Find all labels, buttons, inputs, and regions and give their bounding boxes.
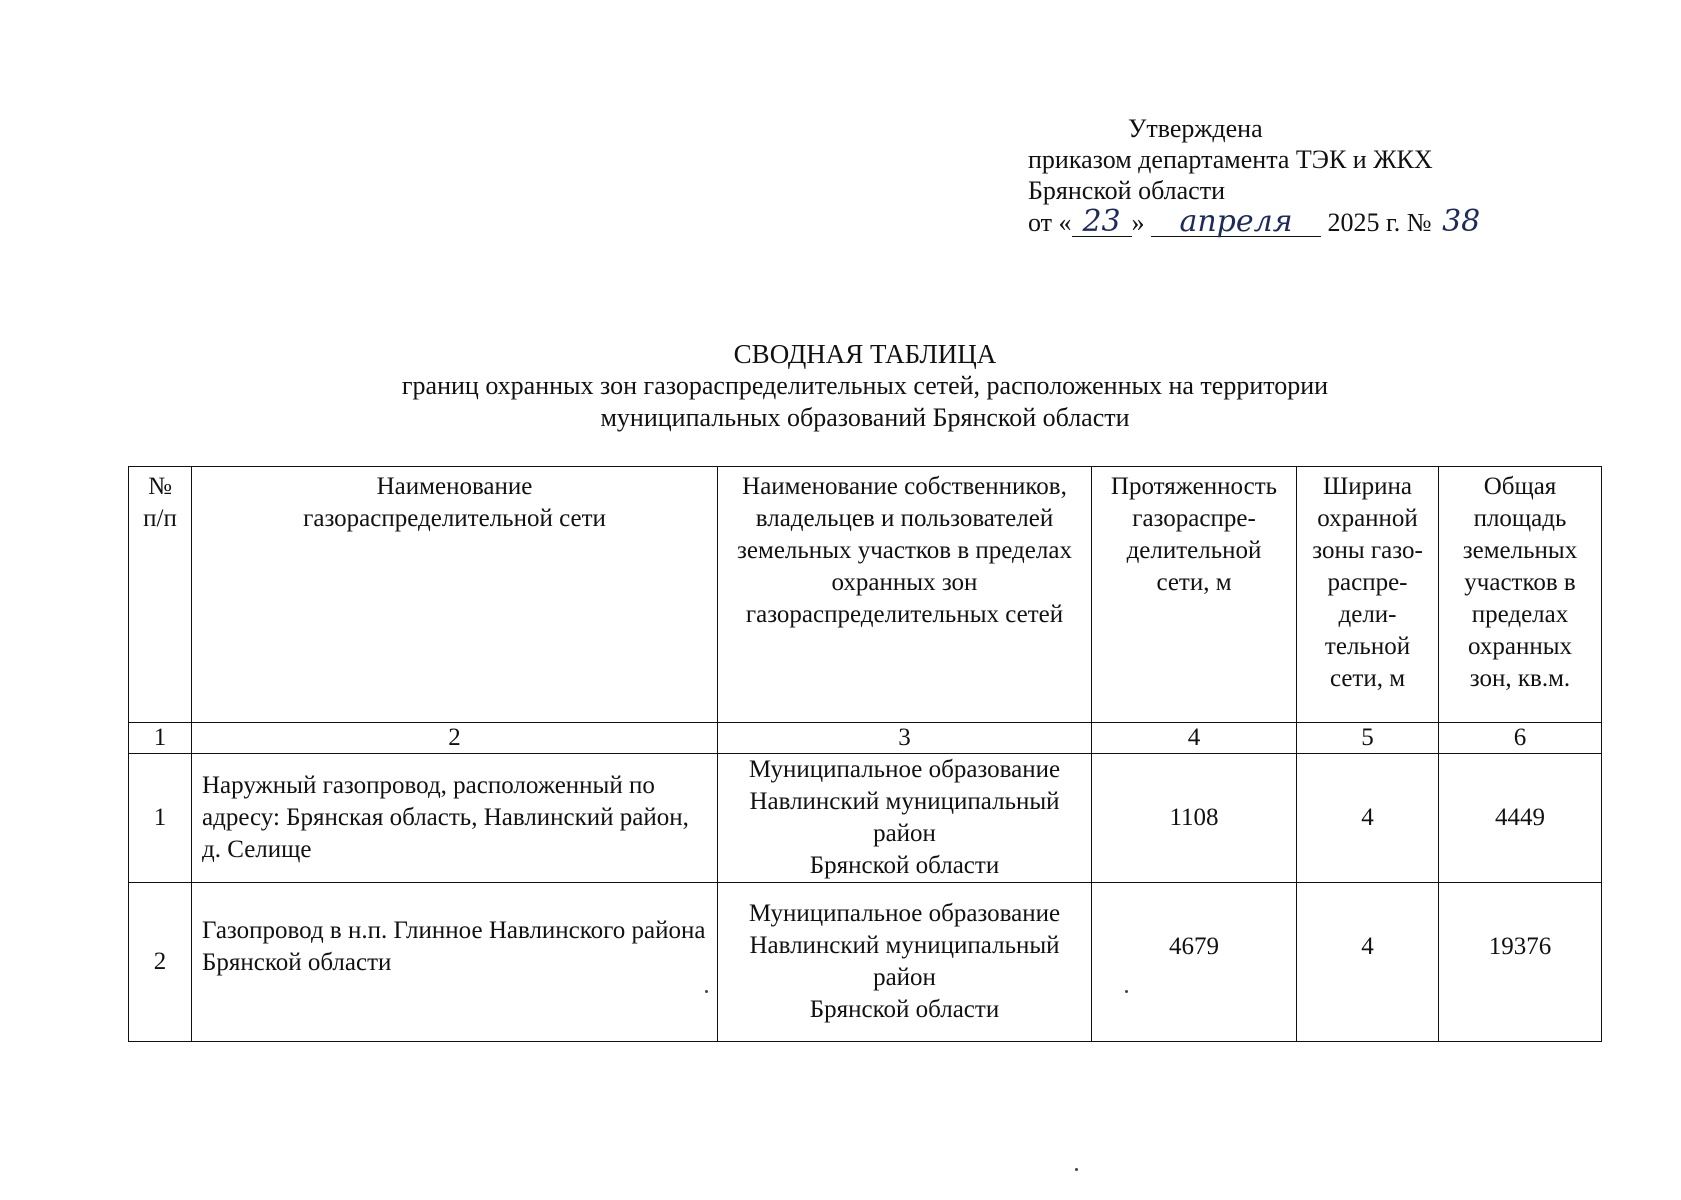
scan-speck <box>1075 1168 1078 1171</box>
row-num: 2 <box>129 883 192 1042</box>
approval-order: приказом департамента ТЭК и ЖКХ <box>1028 145 1433 174</box>
column-number: 2 <box>192 723 718 754</box>
owner-line: Муниципальное образование <box>748 756 1061 783</box>
title-main: СВОДНАЯ ТАБЛИЦА <box>733 339 997 369</box>
date-day: 23 <box>1072 208 1132 237</box>
row-network: Наружный газопровод, расположенный по адресу: Брянская область, Навлинский район, д. Селище <box>192 754 718 883</box>
table-row <box>129 754 1602 883</box>
document-title <box>0 338 1681 434</box>
row-owner <box>718 883 1092 1042</box>
header-num: № п/п <box>129 467 192 723</box>
date-month: апреля <box>1151 208 1321 237</box>
row-length: 4679 <box>1092 883 1297 1042</box>
row-length: 1108 <box>1092 754 1297 883</box>
column-number-row <box>129 723 1602 754</box>
header-network: Наименование газораспределительной сети <box>192 467 718 723</box>
scan-speck <box>1125 990 1128 993</box>
column-number: 5 <box>1297 723 1439 754</box>
owner-line: Брянской области <box>809 996 1000 1023</box>
table-header-row <box>129 467 1602 723</box>
row-owner <box>718 754 1092 883</box>
header-length: Протяженность газораспре-делительной сети, м <box>1092 467 1297 723</box>
scan-speck <box>705 990 708 993</box>
column-number: 3 <box>718 723 1092 754</box>
date-quote-close: » <box>1131 208 1145 237</box>
approval-status: Утверждена <box>1128 114 1263 143</box>
owner-line: Навлинский муниципальный район <box>749 788 1060 847</box>
order-number: 38 <box>1442 204 1481 239</box>
row-width: 4 <box>1297 883 1439 1042</box>
row-area: 19376 <box>1439 883 1602 1042</box>
title-line-3: муниципальных образований Брянской области <box>600 403 1130 432</box>
owner-line: Навлинский муниципальный район <box>749 932 1060 991</box>
column-number: 6 <box>1439 723 1602 754</box>
header-width: Ширина охранной зоны газо-распре-дели-тельной сети, м <box>1297 467 1439 723</box>
approval-date-line <box>1028 206 1548 238</box>
row-num: 1 <box>129 754 192 883</box>
date-year: 2025 г. <box>1327 208 1401 237</box>
column-number: 1 <box>129 723 192 754</box>
owner-line: Брянской области <box>809 852 1000 879</box>
column-number: 4 <box>1092 723 1297 754</box>
date-prefix: от « <box>1028 208 1072 237</box>
header-area: Общая площадь земельных участков в пределах охранных зон, кв.м. <box>1439 467 1602 723</box>
title-line-2: границ охранных зон газораспределительных сетей, расположенных на территории <box>401 371 1329 400</box>
owner-line: Муниципальное образование <box>748 900 1061 927</box>
row-area: 4449 <box>1439 754 1602 883</box>
summary-table <box>128 466 1602 1042</box>
header-owners: Наименование собственников, владельцев и пользователей земельных участков в пределах охранных зон газораспределительных сетей <box>718 467 1092 723</box>
approval-region: Брянской области <box>1028 176 1225 205</box>
approval-block <box>1028 113 1548 238</box>
row-network: Газопровод в н.п. Глинное Навлинского района Брянской области <box>192 883 718 1042</box>
number-sign: № <box>1406 208 1432 237</box>
row-width: 4 <box>1297 754 1439 883</box>
table-row <box>129 883 1602 1042</box>
